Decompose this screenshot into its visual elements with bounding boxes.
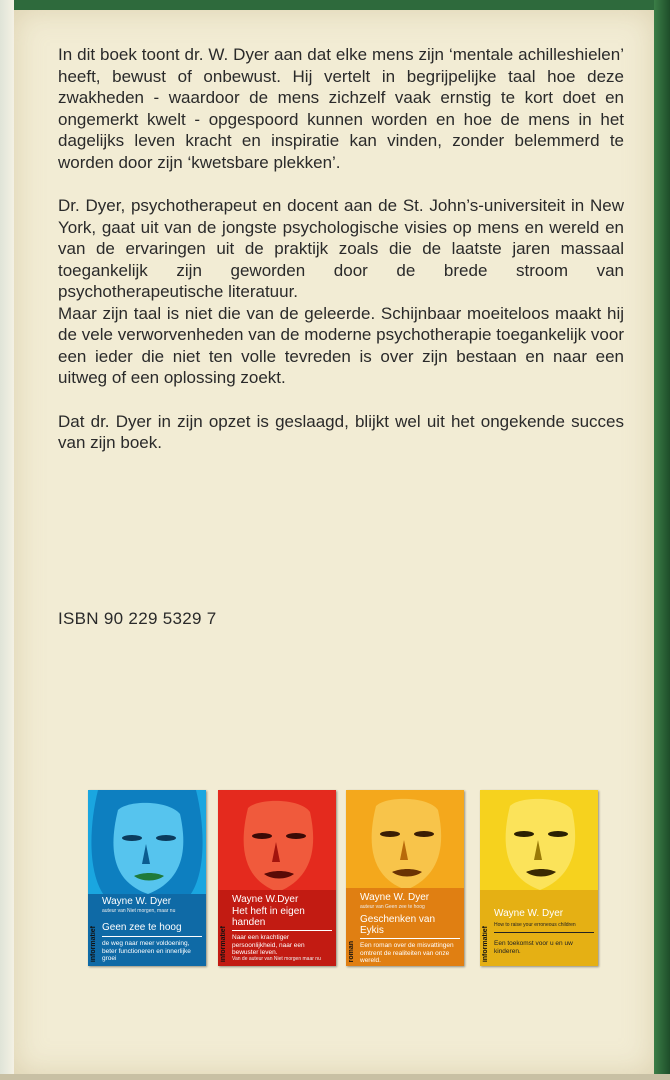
divider <box>360 938 460 939</box>
green-cover-edge <box>654 0 670 1080</box>
blurb-paragraph-3: Maar zijn taal is niet die van de geleerde. Schijnbaar moeiteloos maakt hij de vele verworvenheden van de moderne psychotherapie toegankelijk voor een ieder die niet ten volle tevreden is over zijn bestaan en naar een uitweg of een oplossing zoekt. <box>58 303 624 387</box>
bottom-edge <box>0 1074 670 1080</box>
related-books <box>70 790 610 990</box>
face-illustration <box>346 790 464 966</box>
isbn-number: ISBN 90 229 5329 7 <box>58 609 217 628</box>
book-cover-how-to-raise <box>480 790 598 966</box>
book-title: How to raise your erroneous children <box>494 922 576 928</box>
divider <box>232 930 332 931</box>
book-spine-label: roman <box>348 940 355 962</box>
blurb-paragraph-2: Dr. Dyer, psychotherapeut en docent aan de St. John’s-universiteit in New York, gaat uit van de jongste psychologische visies op mens en wereld en van de ervaringen uit de praktijk zoals die de laatste jaren massaal toegankelijk zijn geworden door de brede stroom van psychotherapeutische literatuur. <box>58 196 624 301</box>
book-description: Naar een krachtiger persoonlijkheid, naar een bewuster leven. <box>232 934 305 956</box>
book-subtitle: auteur van Niet morgen, maar nu <box>102 908 176 914</box>
blurb-text <box>58 44 624 454</box>
book-cover-geen-zee-te-hoog <box>88 790 206 966</box>
book-description: de weg naar meer voldoening, beter functioneren en innerlijke groei <box>102 940 191 962</box>
divider <box>494 932 594 933</box>
book-description: Een toekomst voor u en uw kinderen. <box>494 940 573 955</box>
divider <box>102 936 202 937</box>
blurb-paragraph-4: Dat dr. Dyer in zijn opzet is geslaagd, blijkt wel uit het ongekende succes van zijn boek. <box>58 411 624 452</box>
book-author: Wayne W.Dyer <box>232 894 299 905</box>
book-spine-label: informatief <box>220 925 227 962</box>
book-author: Wayne W. Dyer <box>102 896 172 907</box>
book-title: Geschenken van Eykis <box>360 914 436 936</box>
book-description: Een roman over de misvattingen omtrent de realiteiten van onze wereld. <box>360 942 454 964</box>
book-title: Het heft in eigen handen <box>232 906 305 928</box>
book-author: Wayne W. Dyer <box>494 908 564 919</box>
book-tagline: Van de auteur van Niet morgen maar nu <box>232 956 321 962</box>
blurb-paragraph-1: In dit boek toont dr. W. Dyer aan dat elke mens zijn ‘mentale achilleshielen’ heeft, bewust of onbewust. Hij vertelt in begrijpelijke taal hoe deze zwakheden - waardoor de mens zichzelf vaak ernstig te kort doet en ongemerkt kwelt - opgespoord kunnen worden en hoe de mens in het dagelijks leven kracht en inspiratie kan vinden, zonder belemmerd te worden door zijn ‘kwetsbare plekken’. <box>58 45 624 172</box>
book-author: Wayne W. Dyer <box>360 892 430 903</box>
left-page-edge <box>0 0 14 1080</box>
book-spine-label: informatief <box>482 925 489 962</box>
book-cover-het-heft-in-eigen-handen <box>218 790 336 966</box>
book-cover-geschenken-van-eykis <box>346 790 464 966</box>
book-title: Geen zee te hoog <box>102 922 182 933</box>
book-spine-label: informatief <box>90 925 97 962</box>
book-subtitle: auteur van Geen zee te hoog <box>360 904 425 910</box>
